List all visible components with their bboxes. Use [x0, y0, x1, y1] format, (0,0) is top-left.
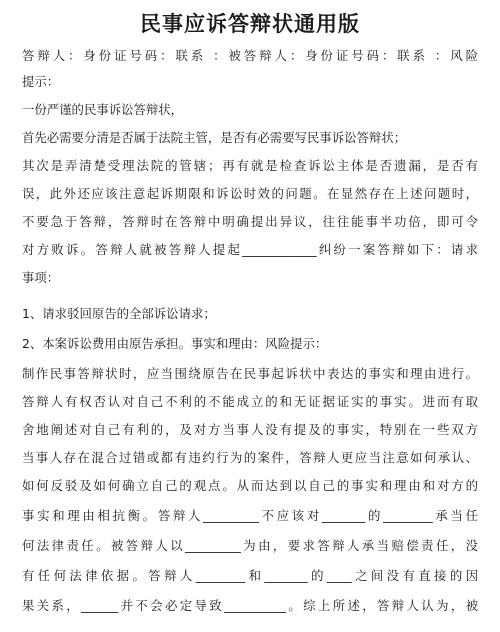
doc-line: 事项：: [22, 270, 60, 285]
doc-line: 舍地阐述对自己有利的，及对方当事人没有提及的事实，特别在一些双方: [22, 422, 478, 437]
document-title: 民事应诉答辩状通用版: [140, 12, 360, 36]
doc-line: 不要急于答辩，答辩时在答辩中明确提出异议，往往能事半功倍，即可令: [22, 214, 478, 229]
doc-line: 误，此外还应该注意起诉期限和诉讼时效的问题。在显然存在上述问题时，: [22, 186, 478, 201]
doc-line: 一份严谨的民事诉讼答辩状，: [22, 102, 184, 117]
doc-line: 有任何法律依据。答辩人________和_______的____之间没有直接的因: [22, 568, 478, 583]
doc-line: 事实和理由相抗衡。答辩人_________不应该对_______的________承当任: [22, 508, 478, 523]
doc-line: 答辩人有权否认对自己不利的不能成立的和无证据证实的事实。进而有取: [22, 394, 478, 409]
doc-line: 当事人存在混合过错或都有违约行为的案件，答辩人更应当注意如何承认、: [22, 450, 478, 465]
doc-line: 2、本案诉讼费用由原告承担。事实和理由：风险提示：: [22, 336, 328, 351]
doc-line: 答辩人：身份证号码：联系 ：被答辩人：身份证号码：联系 ：风险: [22, 48, 478, 63]
doc-line: 果关系，______并不会必定导致__________。综上所述，答辩人认为，被: [22, 598, 478, 613]
doc-line: 其次是弄清楚受理法院的管辖；再有就是检查诉讼主体是否遗漏，是否有: [22, 158, 478, 173]
doc-line: 何法律责任。被答辩人以_________为由，要求答辩人承当赔偿责任，没: [22, 538, 478, 553]
doc-line: 对方败诉。答辩人就被答辩人提起____________纠纷一案答辩如下：请求: [22, 242, 478, 257]
doc-line: 制作民事答辩状时，应当围绕原告在民事起诉状中表达的事实和理由进行。: [22, 366, 478, 381]
doc-line: 如何反驳及如何确立自己的观点。从而达到以自己的事实和理由和对方的: [22, 478, 478, 493]
doc-line: 1、请求驳回原告的全部诉讼请求；: [22, 306, 216, 321]
doc-line: 提示：: [22, 74, 60, 89]
doc-line: 首先必需要分清是否属于法院主管，是否有必需要写民事诉讼答辩状；: [22, 130, 407, 145]
